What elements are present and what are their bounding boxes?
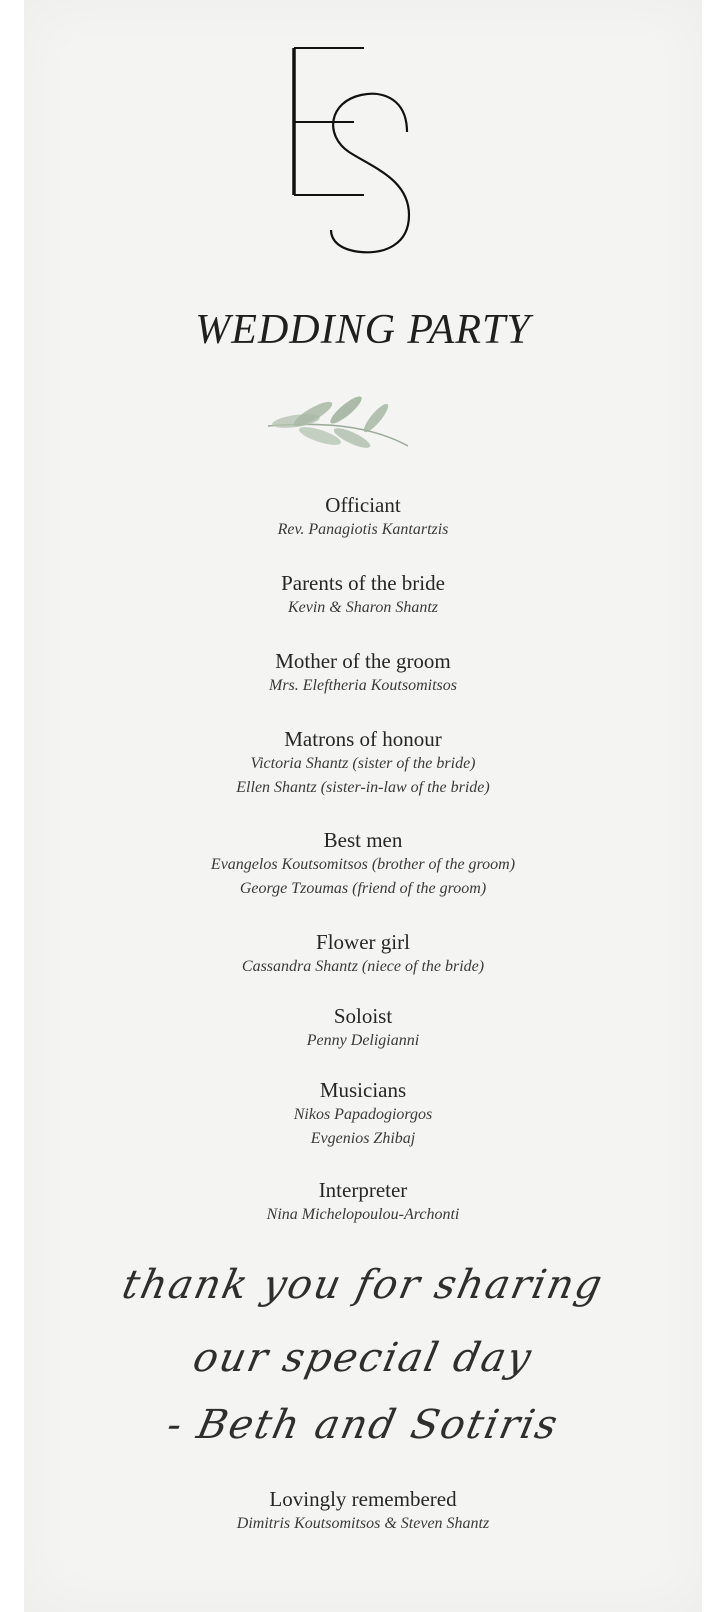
es-monogram-logo <box>269 40 429 260</box>
page-title: WEDDING PARTY <box>195 307 531 353</box>
person-name: Mrs. Eleftheria Koutsomitsos <box>268 677 457 694</box>
person-name: George Tzoumas (friend of the groom) <box>239 880 487 897</box>
party-entry-officiant <box>24 492 702 542</box>
person-name: Evgenios Zhibaj <box>310 1130 416 1147</box>
person-name: Dimitris Koutsomitsos & Steven Shantz <box>236 1515 490 1532</box>
memorial-entry <box>24 1486 702 1536</box>
thank-you-line: our special day <box>189 1335 537 1381</box>
party-entry-musicians <box>24 1077 702 1151</box>
role-label: Interpreter <box>318 1178 408 1202</box>
party-entry-soloist <box>24 1003 702 1053</box>
party-entry-interpreter <box>24 1177 702 1227</box>
person-name: Cassandra Shantz (niece of the bride) <box>241 958 485 975</box>
party-entry-best-men <box>24 827 702 901</box>
role-label: Flower girl <box>316 930 410 954</box>
person-name: Evangelos Koutsomitsos (brother of the groom) <box>210 856 516 873</box>
olive-branch-icon <box>258 396 418 466</box>
role-label: Musicians <box>319 1078 407 1102</box>
person-name: Rev. Panagiotis Kantartzis <box>277 521 449 538</box>
role-label: Mother of the groom <box>275 649 451 673</box>
program-page <box>24 0 702 1612</box>
role-label: Best men <box>323 828 403 852</box>
role-label: Officiant <box>325 493 401 517</box>
party-entry-parents-of-bride <box>24 570 702 620</box>
person-name: Penny Deligianni <box>306 1032 420 1049</box>
party-entry-flower-girl <box>24 929 702 979</box>
party-entry-matrons-of-honour <box>24 726 702 800</box>
person-name: Ellen Shantz (sister-in-law of the bride) <box>236 779 490 796</box>
person-name: Victoria Shantz (sister of the bride) <box>250 755 476 772</box>
role-label: Parents of the bride <box>281 571 445 595</box>
role-label: Soloist <box>333 1004 393 1028</box>
person-name: Kevin & Sharon Shantz <box>287 599 439 616</box>
role-label: Matrons of honour <box>284 727 442 751</box>
party-entry-mother-of-groom <box>24 648 702 698</box>
person-name: Nina Michelopoulou-Archonti <box>266 1206 460 1223</box>
signature-line: - Beth and Sotiris <box>162 1402 564 1448</box>
person-name: Nikos Papadogiorgos <box>293 1106 433 1123</box>
thank-you-line: thank you for sharing <box>118 1262 608 1308</box>
role-label: Lovingly remembered <box>269 1487 457 1511</box>
